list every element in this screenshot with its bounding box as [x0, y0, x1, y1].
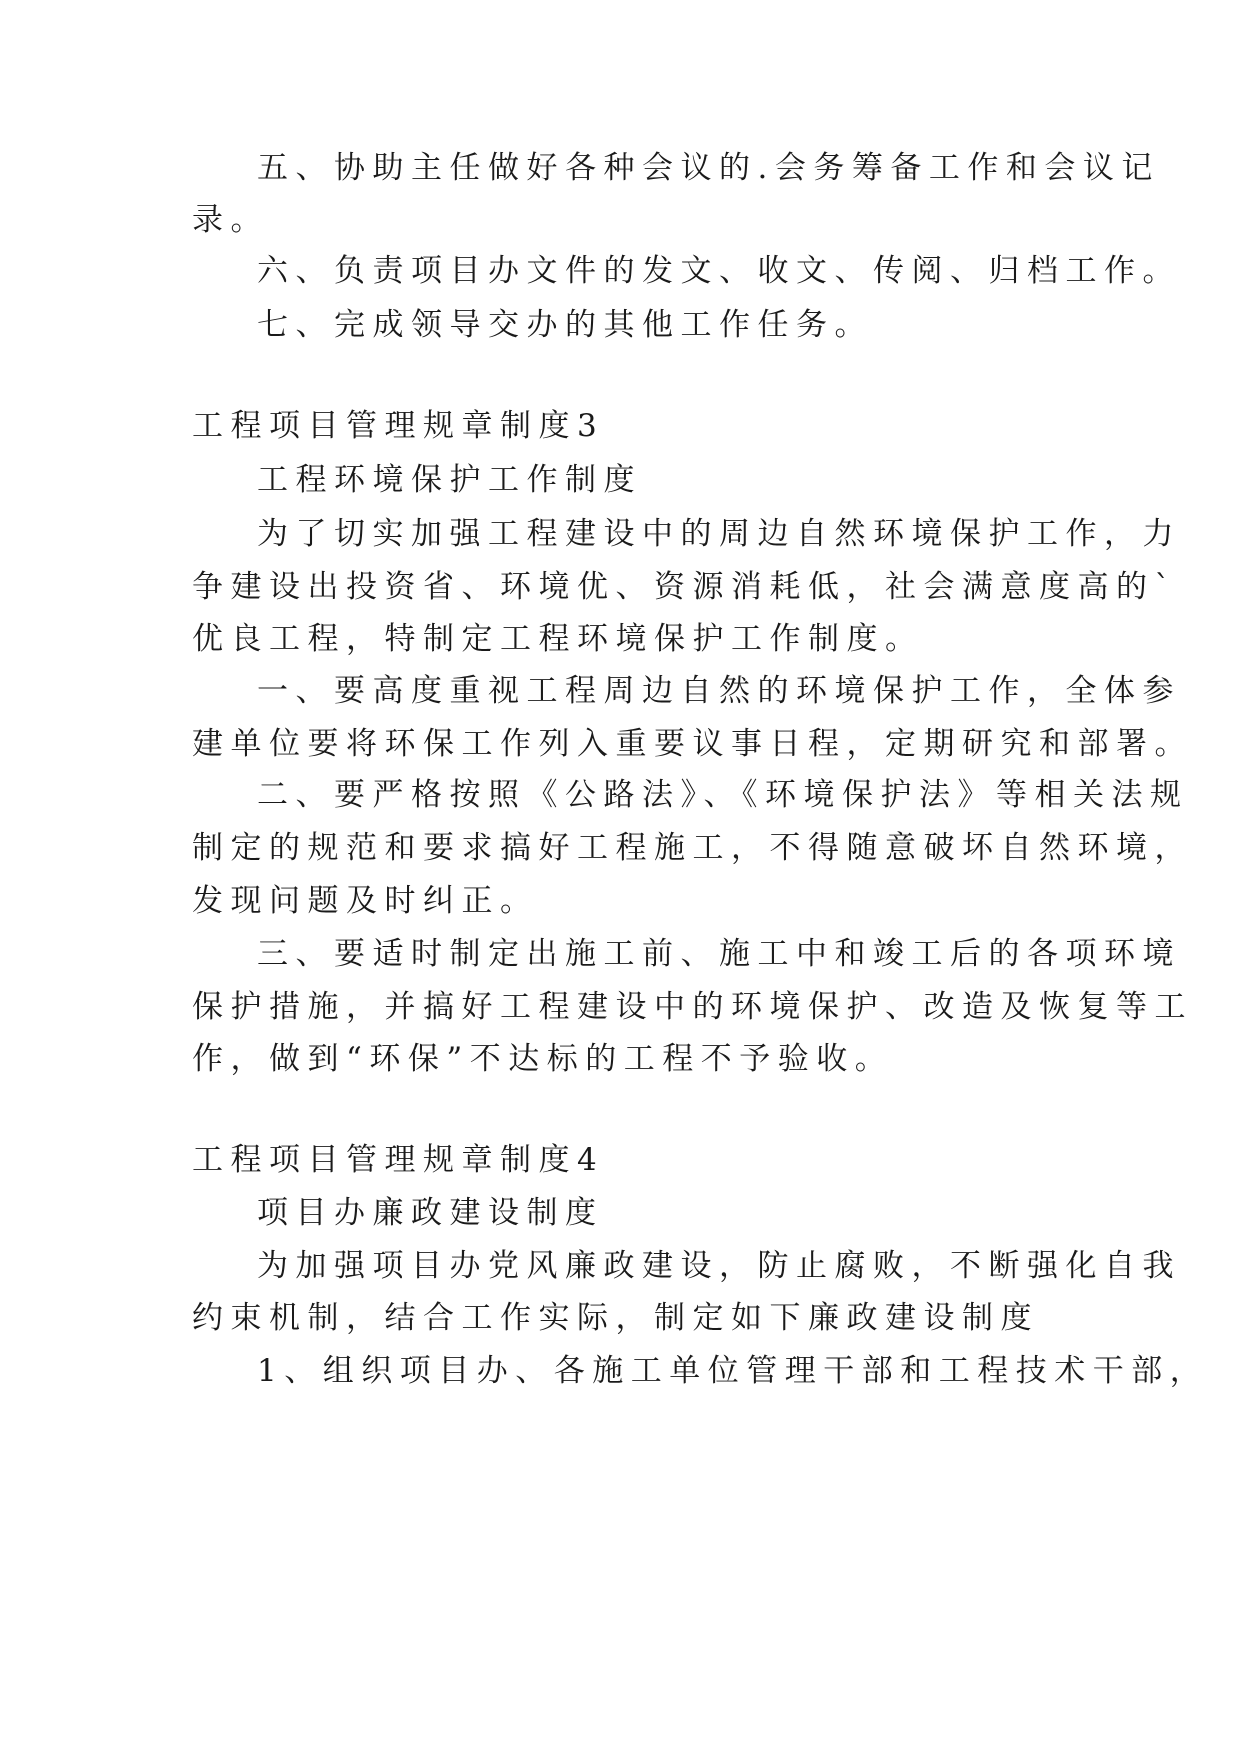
- subsection-title: 项目办廉政建设制度: [257, 1195, 604, 1231]
- paragraph-line: 争建设出投资省、环境优、资源消耗低，社会满意度高的`: [192, 569, 1178, 605]
- paragraph-line: 制定的规范和要求搞好工程施工，不得随意破坏自然环境，: [192, 830, 1193, 866]
- section-heading: 工程项目管理规章制度4: [192, 1142, 605, 1178]
- paragraph-line: 三、要适时制定出施工前、施工中和竣工后的各项环境: [257, 936, 1181, 972]
- paragraph-line: 录。: [192, 202, 269, 238]
- paragraph-line: 七、完成领导交办的其他工作任务。: [257, 307, 873, 343]
- paragraph-line: 保护措施，并搞好工程建设中的环境保护、改造及恢复等工: [192, 989, 1193, 1025]
- paragraph-line: 作，做到“环保”不达标的工程不予验收。: [192, 1041, 894, 1077]
- paragraph-line: 约束机制，结合工作实际，制定如下廉政建设制度: [192, 1300, 1039, 1336]
- paragraph-line: 为了切实加强工程建设中的周边自然环境保护工作，力: [257, 516, 1181, 552]
- paragraph-line: 建单位要将环保工作列入重要议事日程，定期研究和部署。: [192, 726, 1193, 762]
- subsection-title: 工程环境保护工作制度: [257, 462, 642, 498]
- paragraph-line: 六、负责项目办文件的发文、收文、传阅、归档工作。: [257, 253, 1181, 289]
- paragraph-line: 为加强项目办党风廉政建设，防止腐败，不断强化自我: [257, 1248, 1181, 1284]
- paragraph-line: 二、要严格按照《公路法》、《环境保护法》等相关法规: [257, 777, 1189, 813]
- paragraph-line: 发现问题及时纠正。: [192, 883, 539, 919]
- section-heading: 工程项目管理规章制度3: [192, 408, 605, 444]
- paragraph-line: 五、协助主任做好各种会议的.会务筹备工作和会议记: [257, 150, 1160, 186]
- paragraph-line: 优良工程，特制定工程环境保护工作制度。: [192, 621, 924, 657]
- paragraph-line: 1、组织项目办、各施工单位管理干部和工程技术干部，: [257, 1353, 1209, 1389]
- paragraph-line: 一、要高度重视工程周边自然的环境保护工作，全体参: [257, 673, 1181, 709]
